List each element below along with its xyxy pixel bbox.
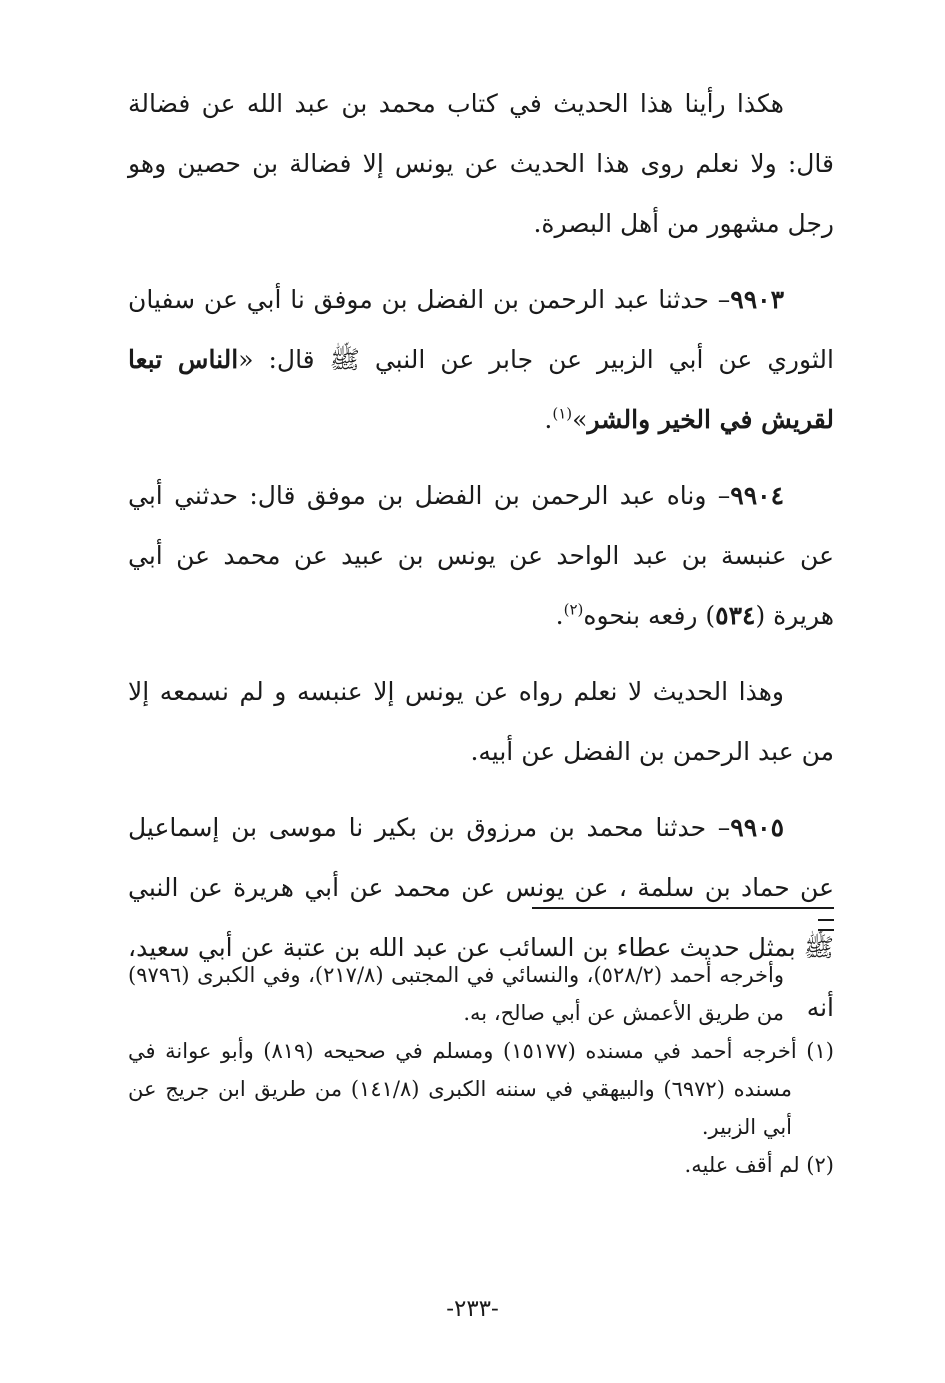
paragraph-intro-text: هكذا رأينا هذا الحديث في كتاب محمد بن عبد الله عن فضالة قال: ولا نعلم روى هذا الحديث عن يونس إلا فضالة بن حصين وهو رجل مشهور من أهل البصرة. (128, 89, 834, 238)
footnote-2: (٢) لم أقف عليه. (684, 1153, 834, 1177)
end-period: . (555, 601, 564, 630)
separator-line (532, 907, 834, 909)
hadith-text: – حدثنا عبد الرحمن بن الفضل بن موفق نا أبي عن سفيان الثوري عن أبي الزبير عن جابر عن النبي ﷺ قال: « (128, 285, 834, 374)
page-number: -٢٣٣- (446, 1296, 499, 1322)
hadith-text: – وناه عبد الرحمن بن الفضل بن موفق قال: حدثني أبي عن عنبسة بن عبد الواحد عن يونس بن عبيد عن محمد عن أبي هريرة ( (128, 481, 834, 630)
footnote-separator (532, 907, 834, 937)
continuation-mark (818, 919, 834, 931)
cross-reference-number: ٥٣٤ (715, 601, 756, 630)
hadith-text-end: ) رفعه بنحوه (583, 601, 716, 630)
footnotes (128, 956, 834, 1184)
paragraph-intro (128, 74, 834, 254)
hadith-matn: الناس تبعا لقريش في الخير والشر (128, 345, 834, 434)
paragraph-comment-text: وهذا الحديث لا نعلم رواه عن يونس إلا عنبسه و لم نسمعه إلا من عبد الرحمن بن الفضل عن أبيه. (128, 677, 834, 766)
hadith-9904 (128, 466, 834, 646)
hadith-number: ٩٩٠٣ (730, 285, 784, 314)
footnote-ref-1: (١) (552, 404, 573, 423)
end-period: . (544, 405, 553, 434)
quote-close: » (572, 405, 588, 434)
footnote-continuation: وأخرجه أحمد (٥٢٨/٢)، والنسائي في المجتبى (٢١٧/٨)، وفي الكبرى (٩٧٩٦) من طريق الأعمش عن أبي صالح، به. (128, 963, 784, 1025)
footnote-ref-2: (٢) (563, 600, 584, 619)
hadith-number: ٩٩٠٤ (730, 481, 784, 510)
hadith-text: – حدثنا محمد بن مرزوق بن بكير نا موسى بن إسماعيل عن حماد بن سلمة ، عن يونس عن محمد عن أبي هريرة عن النبي ﷺ بمثل حديث عطاء بن السائب عن عبد الله بن عتبة عن أبي سعيد، أنه (128, 813, 834, 1022)
hadith-9903 (128, 270, 834, 450)
footnote-1: (١) أخرجه أحمد في مسنده (١٥١٧٧) ومسلم في صحيحه (٨١٩) وأبو عوانة في مسنده (٦٩٧٢) والبيهقي في سننه الكبرى (١٤١/٨) من طريق ابن جريج عن أبي الزبير. (128, 1039, 834, 1139)
paragraph-comment (128, 662, 834, 782)
hadith-number: ٩٩٠٥ (730, 813, 784, 842)
